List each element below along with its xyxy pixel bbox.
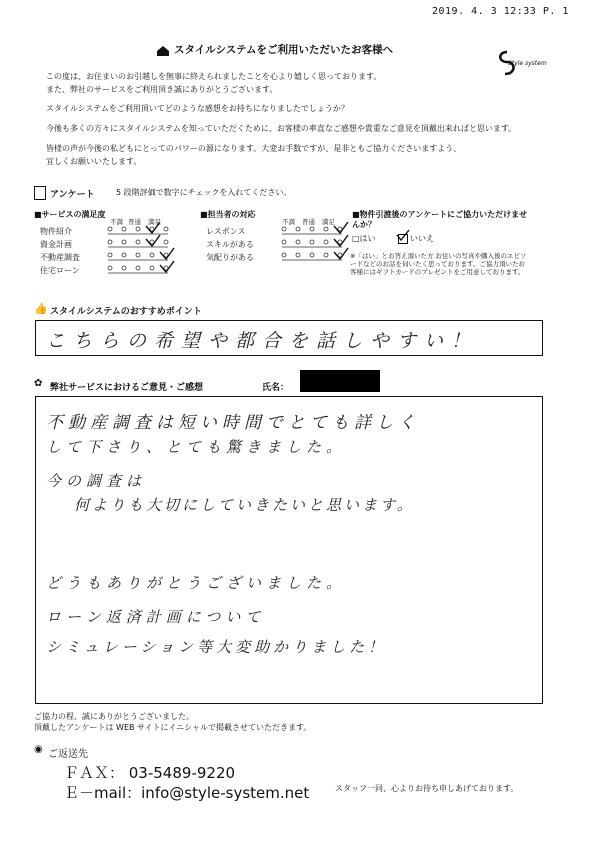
service-item-property: 物件紹介 (40, 227, 72, 236)
service-item-finance: 資金計画 (40, 240, 72, 249)
service-rating-scales[interactable] (106, 222, 176, 282)
return-title: ご返送先 (48, 749, 88, 760)
fax-header: 2019. 4. 3 12:33 P. 1 (432, 6, 569, 17)
flower-icon: ✿ (34, 378, 43, 389)
intro-line-6: 宜しくお願いいたします。 (46, 157, 142, 166)
intro-line-1: この度は、お住まいのお引越しを無事に終えられましたことを心より嬉しく思っております。 (46, 72, 382, 81)
followup-no-option: いいえ (410, 234, 434, 243)
return-closing: スタッフ一同、心よりお待ち申しあげております。 (335, 784, 519, 793)
survey-title: アンケート (50, 190, 95, 200)
followup-note: ※「はい」とお答え頂いた方 お住いの写真や購入後のエピソードなどのお話を伺いたく思っております。ご協力頂いたお客様にはギフトカードのプレゼントをご用意しております。 (350, 252, 527, 276)
thanks-line-1: ご協力の程、誠にありがとうございました。 (34, 712, 194, 721)
intro-line-3: スタイルシステムをご利用頂いてどのような感想をお持ちになりましたでしょうか？ (46, 104, 349, 113)
recommend-answer: こちらの希望や都合を話しやすい！ (46, 330, 479, 352)
house-icon (156, 42, 170, 54)
feedback-line-1: 不動産調査は短い時間でとても詳しく (46, 413, 420, 433)
survey-instruction: 5 段階評価で数字にチェックを入れてください。 (116, 188, 292, 197)
logo-text: Style system (508, 60, 547, 67)
feedback-title: 弊社サービスにおけるご意見・ご感想 (50, 383, 204, 393)
feedback-line-7: ローン返済計画について (46, 608, 266, 626)
return-fax: ＦＡＸ： 03-5489-9220 (64, 764, 236, 782)
recommend-title: スタイルシステムのおすすめポイント (50, 307, 202, 317)
return-email[interactable]: Ｅ－mail：info@style-system.net (64, 784, 310, 802)
staff-title: ■担当者の対応 (200, 210, 256, 219)
staff-scale-mid: 普通 (302, 218, 315, 226)
name-label: 氏名： (262, 383, 290, 393)
feedback-line-6: どうもありがとうございました。 (46, 574, 347, 592)
service-scale-mid: 普通 (128, 218, 141, 226)
staff-scale-low: 不満 (282, 218, 295, 226)
intro-line-4: 今後も多くの方々にスタイルシステムを知っていただくために、お客様の率直なご感想や貴重なご意見を頂戴出来ればと思います。 (46, 124, 517, 133)
logo (494, 50, 554, 80)
staff-item-response: レスポンス (206, 227, 246, 236)
followup-yes-option[interactable]: □はい (352, 234, 376, 243)
staff-rating-scales[interactable] (280, 222, 350, 272)
page-title: スタイルシステムをご利用いただいたお客様へ (174, 44, 393, 56)
service-scale-low: 不満 (110, 218, 123, 226)
check-mark-icon (396, 229, 410, 241)
service-title: ■サービスの満足度 (34, 210, 106, 219)
return-icon: ◉ (34, 744, 43, 755)
thumb-icon: 👍 (34, 302, 48, 315)
service-item-research: 不動産調査 (40, 253, 80, 262)
followup-title: ■物件引渡後のアンケートにご協力いただけませんか？ (352, 210, 528, 229)
survey-icon (34, 186, 46, 200)
intro-line-5: 皆様の声が今後の私どもにとってのパワーの源になります。大変お手数ですが、是非ともご協力くださいますよう、 (46, 144, 462, 153)
staff-scale-high: 満足 (322, 218, 335, 226)
service-item-loan: 住宅ローン (40, 266, 80, 275)
name-redaction (300, 370, 380, 392)
feedback-line-8: シミュレーション等大変助かりました！ (46, 638, 388, 656)
feedback-line-3: 今の調査は (46, 472, 147, 490)
thanks-line-2: 頂戴したアンケートは WEB サイトにイニシャルで掲載させていただきます。 (34, 723, 312, 732)
staff-item-skill: スキルがある (206, 240, 254, 249)
staff-item-care: 気配りがある (206, 253, 254, 262)
intro-line-2: また、弊社のサービスをご利用頂き誠にありがとうございます。 (46, 85, 278, 94)
service-scale-high: 満足 (148, 218, 161, 226)
feedback-line-4: 何よりも大切にしていきたいと思います。 (74, 496, 415, 514)
feedback-line-2: して下さり、とても驚きました。 (46, 438, 347, 456)
